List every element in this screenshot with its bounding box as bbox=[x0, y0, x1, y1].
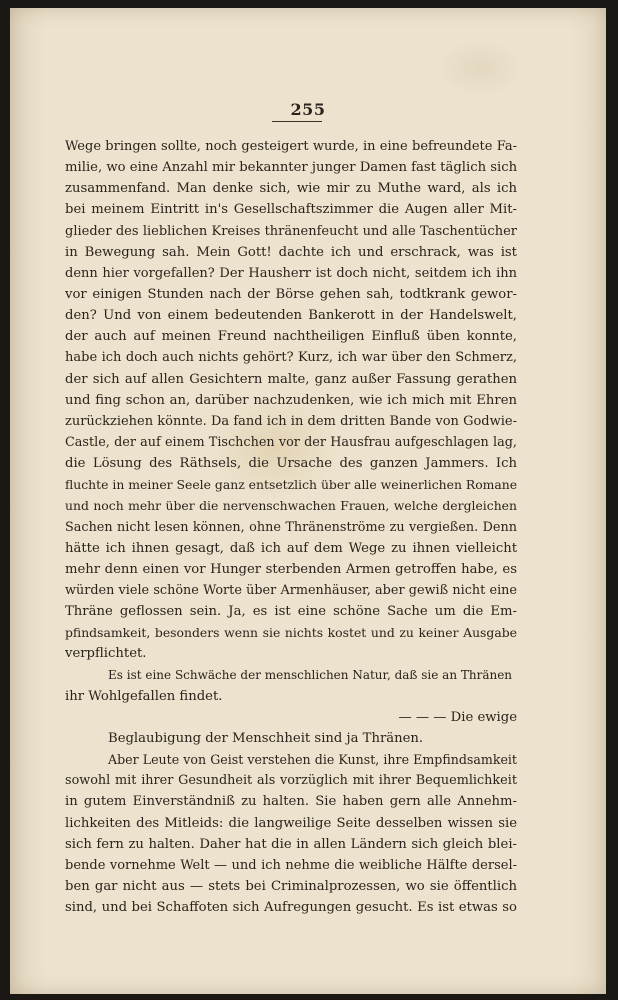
text-line: in gutem Einverständniß zu halten. Sie haben gern alle Annehm- bbox=[65, 794, 517, 810]
text-line: Sachen nicht lesen können, ohne Thränenströme zu vergießen. Denn bbox=[65, 519, 517, 535]
text-line: lichkeiten des Mitleids: die langweilige Seite desselben wissen sie bbox=[65, 815, 517, 831]
text-line: der auch auf meinen Freund nachtheiligen Einfluß üben konnte, bbox=[65, 329, 517, 345]
text-line: vor einigen Stunden nach der Börse gehen sah, todtkrank gewor- bbox=[65, 286, 517, 302]
body-text bbox=[65, 136, 517, 918]
text-line: und fing schon an, darüber nachzudenken, wie ich mich mit Ehren bbox=[65, 392, 517, 408]
text-line: sind, und bei Schaffoten sich Aufregungen gesucht. Es ist etwas so bbox=[65, 900, 517, 916]
text-line: milie, wo eine Anzahl mir bekannter junger Damen fast täglich sich bbox=[65, 160, 517, 176]
text-line: Castle, der auf einem Tischchen vor der Hausfrau aufgeschlagen lag, bbox=[65, 434, 517, 450]
text-line: zurückziehen könnte. Da fand ich in dem dritten Bande von Godwie- bbox=[65, 413, 517, 429]
text-line: pfindsamkeit, besonders wenn sie nichts kostet und zu keiner Ausgabe bbox=[65, 625, 517, 641]
text-line: habe ich doch auch nichts gehört? Kurz, ich war über den Schmerz, bbox=[65, 350, 517, 366]
page-number: 255 bbox=[290, 100, 326, 119]
text-line: Wege bringen sollte, noch gesteigert wurde, in eine befreundete Fa- bbox=[65, 139, 517, 154]
text-line: mehr denn einen vor Hunger sterbenden Armen getroffen habe, es bbox=[65, 561, 517, 577]
book-page bbox=[10, 8, 606, 994]
text-line: verpflichtet. bbox=[65, 646, 147, 662]
text-line: den? Und von einem bedeutenden Bankerott in der Handelswelt, bbox=[65, 308, 517, 324]
text-line: bende vornehme Welt — und ich nehme die weibliche Hälfte dersel- bbox=[65, 857, 517, 873]
text-line: hätte ich ihnen gesagt, daß ich auf dem Wege zu ihnen vielleicht bbox=[65, 540, 517, 556]
text-line: Es ist eine Schwäche der menschlichen Natur, daß sie an Thränen bbox=[108, 667, 513, 682]
quote-line: — — — Die ewige bbox=[398, 709, 517, 725]
text-line: ben gar nicht aus — stets bei Criminalprozessen, wo sie öffentlich bbox=[65, 878, 517, 894]
quote-line: Beglaubigung der Menschheit sind ja Thränen. bbox=[108, 730, 424, 746]
text-line: Thräne geflossen sein. Ja, es ist eine schöne Sache um die Em- bbox=[65, 604, 517, 620]
text-line: Aber Leute von Geist verstehen die Kunst, ihre Empfindsamkeit bbox=[108, 752, 517, 768]
text-line: zusammenfand. Man denke sich, wie mir zu Muthe ward, als ich bbox=[65, 181, 517, 197]
text-line: und noch mehr über die nervenschwachen Frauen, welche dergleichen bbox=[65, 498, 517, 514]
text-line: in Bewegung sah. Mein Gott! dachte ich und erschrack, was ist bbox=[65, 244, 517, 260]
text-line: bei meinem Eintritt in's Gesellschaftszimmer die Augen aller Mit- bbox=[65, 202, 517, 218]
text-line: sowohl mit ihrer Gesundheit als vorzüglich mit ihrer Bequemlichkeit bbox=[65, 773, 517, 789]
text-line: die Lösung des Räthsels, die Ursache des ganzen Jammers. Ich bbox=[65, 456, 517, 472]
page-number-rule bbox=[272, 121, 322, 122]
text-line: ihr Wohlgefallen findet. bbox=[65, 688, 223, 704]
text-line: glieder des lieblichen Kreises thränenfeucht und alle Taschentücher bbox=[65, 223, 517, 239]
text-line: sich fern zu halten. Daher hat die in allen Ländern sich gleich blei- bbox=[65, 836, 517, 852]
text-line: fluchte in meiner Seele ganz entsetzlich über alle weinerlichen Romane bbox=[65, 477, 517, 493]
text-line: der sich auf allen Gesichtern malte, ganz außer Fassung gerathen bbox=[65, 371, 517, 387]
text-line: denn hier vorgefallen? Der Hausherr ist doch nicht, seitdem ich ihn bbox=[65, 265, 517, 281]
text-line: würden viele schöne Worte über Armenhäuser, aber gewiß nicht eine bbox=[65, 582, 517, 598]
